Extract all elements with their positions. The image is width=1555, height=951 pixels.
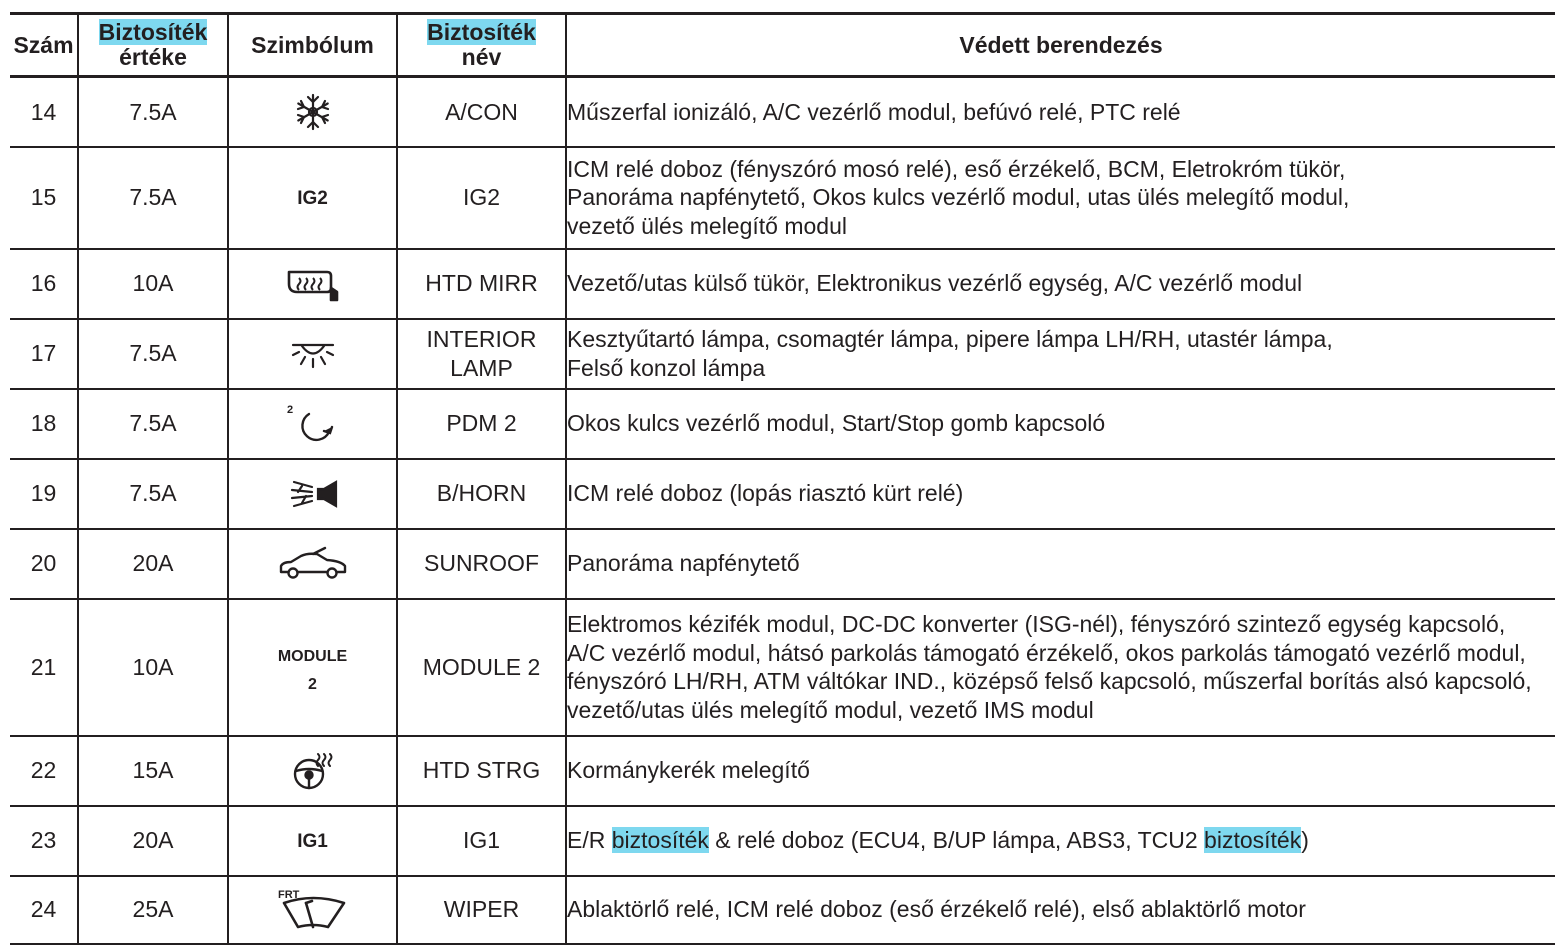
row-fuse-name: MODULE 2	[397, 599, 566, 736]
fuse-name-line: LAMP	[450, 354, 513, 381]
table-row	[10, 249, 1555, 319]
description-line: vezető ülés melegítő modul	[567, 212, 847, 239]
row-fuse-name: A/CON	[397, 77, 566, 147]
row-description: Panoráma napfénytető	[566, 529, 1555, 599]
row-description: Műszerfal ionizáló, A/C vezérlő modul, befúvó relé, PTC relé	[566, 77, 1555, 147]
row-num: 15	[10, 147, 78, 249]
row-fuse-name: SUNROOF	[397, 529, 566, 599]
row-value: 7.5A	[78, 147, 228, 249]
row-value: 10A	[78, 249, 228, 319]
heated-mirror-icon	[285, 266, 341, 302]
row-symbol	[228, 319, 397, 389]
header-num: Szám	[10, 14, 78, 77]
header-fuse-value-line2: értéke	[119, 44, 187, 70]
description-part: & relé doboz (ECU4, B/UP lámpa, ABS3, TCU2	[708, 827, 1205, 854]
table-row	[10, 319, 1555, 389]
table-row	[10, 389, 1555, 459]
ig2-symbol-label: IG2	[297, 187, 328, 209]
row-value: 7.5A	[78, 319, 228, 389]
row-value: 20A	[78, 806, 228, 876]
table-row	[10, 147, 1555, 249]
row-symbol	[228, 147, 397, 249]
highlighted-term: biztosíték	[611, 827, 709, 854]
header-row	[10, 14, 1555, 77]
header-protected: Védett berendezés	[566, 14, 1555, 77]
description-part: E/R	[567, 827, 612, 854]
description-part: )	[1301, 827, 1309, 854]
row-symbol	[228, 599, 397, 736]
highlighted-term: biztosíték	[1204, 827, 1302, 854]
power-2-icon	[283, 402, 343, 446]
header-fuse-name-highlight: Biztosíték	[427, 19, 536, 45]
row-fuse-name: IG2	[397, 147, 566, 249]
row-fuse-name: B/HORN	[397, 459, 566, 529]
description-line: Felső konzol lámpa	[567, 354, 766, 381]
header-fuse-value-highlight: Biztosíték	[98, 19, 208, 45]
module-symbol-line: 2	[308, 676, 317, 693]
row-value: 20A	[78, 529, 228, 599]
fuse-table	[10, 12, 1555, 945]
row-value: 7.5A	[78, 459, 228, 529]
row-num: 17	[10, 319, 78, 389]
row-fuse-name: PDM 2	[397, 389, 566, 459]
row-fuse-name: HTD MIRR	[397, 249, 566, 319]
row-description	[566, 147, 1555, 249]
row-value: 10A	[78, 599, 228, 736]
row-num: 18	[10, 389, 78, 459]
snowflake-icon	[293, 92, 333, 132]
sunroof-car-icon	[277, 546, 349, 582]
row-symbol	[228, 806, 397, 876]
row-num: 24	[10, 876, 78, 944]
module-symbol-line: MODULE	[277, 647, 348, 665]
description-line: Panoráma napfénytető, Okos kulcs vezérlő modul, utas ülés melegítő modul,	[567, 184, 1350, 211]
description-line: ICM relé doboz (fényszóró mosó relé), eső érzékelő, BCM, Eletrokróm tükör,	[567, 155, 1346, 182]
row-symbol	[228, 77, 397, 147]
fuse-name-line: INTERIOR	[426, 326, 537, 352]
row-description: Okos kulcs vezérlő modul, Start/Stop gomb kapcsoló	[566, 389, 1555, 459]
header-fuse-name-line2: név	[461, 44, 502, 70]
row-description: Vezető/utas külső tükör, Elektronikus vezérlő egység, A/C vezérlő modul	[566, 249, 1555, 319]
row-num: 19	[10, 459, 78, 529]
table-header	[10, 14, 1555, 77]
row-fuse-name: IG1	[397, 806, 566, 876]
table-row	[10, 736, 1555, 806]
description-line: Kesztyűtartó lámpa, csomagtér lámpa, pipere lámpa LH/RH, utastér lámpa,	[567, 326, 1333, 352]
horn-icon	[288, 476, 338, 512]
row-description	[566, 599, 1555, 736]
row-num: 23	[10, 806, 78, 876]
row-symbol	[228, 529, 397, 599]
row-symbol	[228, 736, 397, 806]
description-line: vezető/utas ülés melegítő modul, vezető IMS modul	[567, 696, 1094, 723]
row-value: 15A	[78, 736, 228, 806]
table-row	[10, 876, 1555, 944]
row-description: Ablaktörlő relé, ICM relé doboz (eső érzékelő relé), első ablaktörlő motor	[566, 876, 1555, 944]
table-row	[10, 529, 1555, 599]
table-row	[10, 806, 1555, 876]
description-line: Elektromos kézifék modul, DC-DC konverter (ISG-nél), fényszóró szintező egység kapcsoló,	[567, 611, 1506, 637]
row-description	[566, 806, 1555, 876]
row-fuse-name: WIPER	[397, 876, 566, 944]
front-wiper-icon	[276, 887, 350, 933]
heated-steering-icon	[291, 751, 335, 791]
power-2-label: 2	[286, 403, 293, 416]
row-symbol	[228, 249, 397, 319]
row-symbol	[228, 459, 397, 529]
row-fuse-name	[397, 319, 566, 389]
header-fuse-value	[78, 14, 228, 77]
row-num: 14	[10, 77, 78, 147]
row-num: 22	[10, 736, 78, 806]
description-line: fényszóró LH/RH, ATM váltókar IND., középső felső kapcsoló, műszerfal borítás alsó kapcsoló,	[567, 668, 1532, 694]
description-line: A/C vezérlő modul, hátsó parkolás támogató érzékelő, okos parkolás támogató vezérlő modul,	[567, 639, 1526, 666]
row-value: 7.5A	[78, 77, 228, 147]
table-row	[10, 459, 1555, 529]
row-num: 16	[10, 249, 78, 319]
row-description: Kormánykerék melegítő	[566, 736, 1555, 806]
table-row	[10, 599, 1555, 736]
row-value: 7.5A	[78, 389, 228, 459]
header-symbol: Szimbólum	[228, 14, 397, 77]
ig1-symbol-label: IG1	[297, 830, 328, 852]
row-symbol	[228, 389, 397, 459]
module-2-symbol-label	[278, 648, 347, 694]
row-symbol	[228, 876, 397, 944]
table-row	[10, 77, 1555, 147]
front-wiper-label: FRT	[277, 888, 299, 901]
header-fuse-name	[397, 14, 566, 77]
row-description	[566, 319, 1555, 389]
row-fuse-name: HTD STRG	[397, 736, 566, 806]
row-value: 25A	[78, 876, 228, 944]
row-num: 20	[10, 529, 78, 599]
row-description: ICM relé doboz (lopás riasztó kürt relé)	[566, 459, 1555, 529]
interior-lamp-icon	[290, 339, 336, 369]
row-num: 21	[10, 599, 78, 736]
